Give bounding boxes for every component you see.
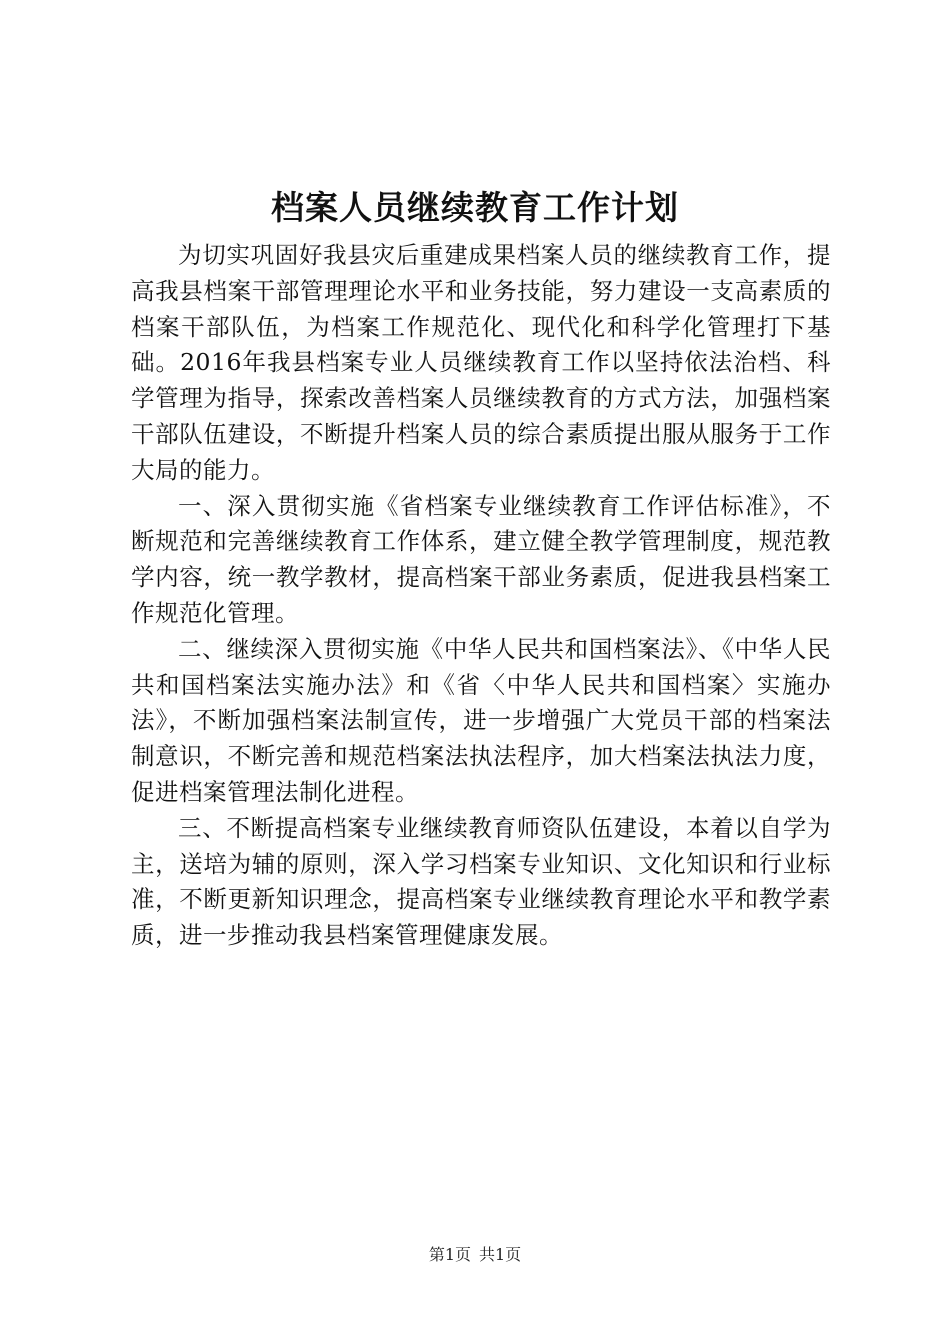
page-footer bbox=[0, 1244, 950, 1266]
section-one-paragraph: 一、深入贯彻实施《省档案专业继续教育工作评估标准》，不断规范和完善继续教育工作体系，建立健全教学管理制度，规范教学内容，统一教学教材，提高档案干部业务素质，促进我县档案工作规范化管理。 bbox=[131, 491, 831, 627]
page-number: 第1页 bbox=[428, 1245, 471, 1264]
document-body bbox=[131, 238, 831, 954]
section-three-paragraph: 三、不断提高档案专业继续教育师资队伍建设，本着以自学为主，送培为辅的原则，深入学习档案专业知识、文化知识和行业标准，不断更新知识理念，提高档案专业继续教育理论水平和教学素质，进一步推动我县档案管理健康发展。 bbox=[131, 813, 831, 950]
page-count: 共1页 bbox=[479, 1245, 522, 1264]
section-two-paragraph: 二、继续深入贯彻实施《中华人民共和国档案法》、《中华人民共和国档案法实施办法》和《省〈中华人民共和国档案〉实施办法》，不断加强档案法制宣传，进一步增强广大党员干部的档案法制意识，不断完善和规范档案法执法程序，加大档案法执法力度，促进档案管理法制化进程。 bbox=[131, 634, 831, 806]
document-title: 档案人员继续教育工作计划 bbox=[271, 188, 679, 227]
intro-paragraph: 为切实巩固好我县灾后重建成果档案人员的继续教育工作，提高我县档案干部管理理论水平和业务技能，努力建设一支高素质的档案干部队伍，为档案工作规范化、现代化和科学化管理打下基础。2016年我县档案专业人员继续教育工作以坚持依法治档、科学管理为指导，探索改善档案人员继续教育的方式方法，加强档案干部队伍建设，不断提升档案人员的综合素质提出服从服务于工作大局的能力。 bbox=[131, 241, 831, 484]
